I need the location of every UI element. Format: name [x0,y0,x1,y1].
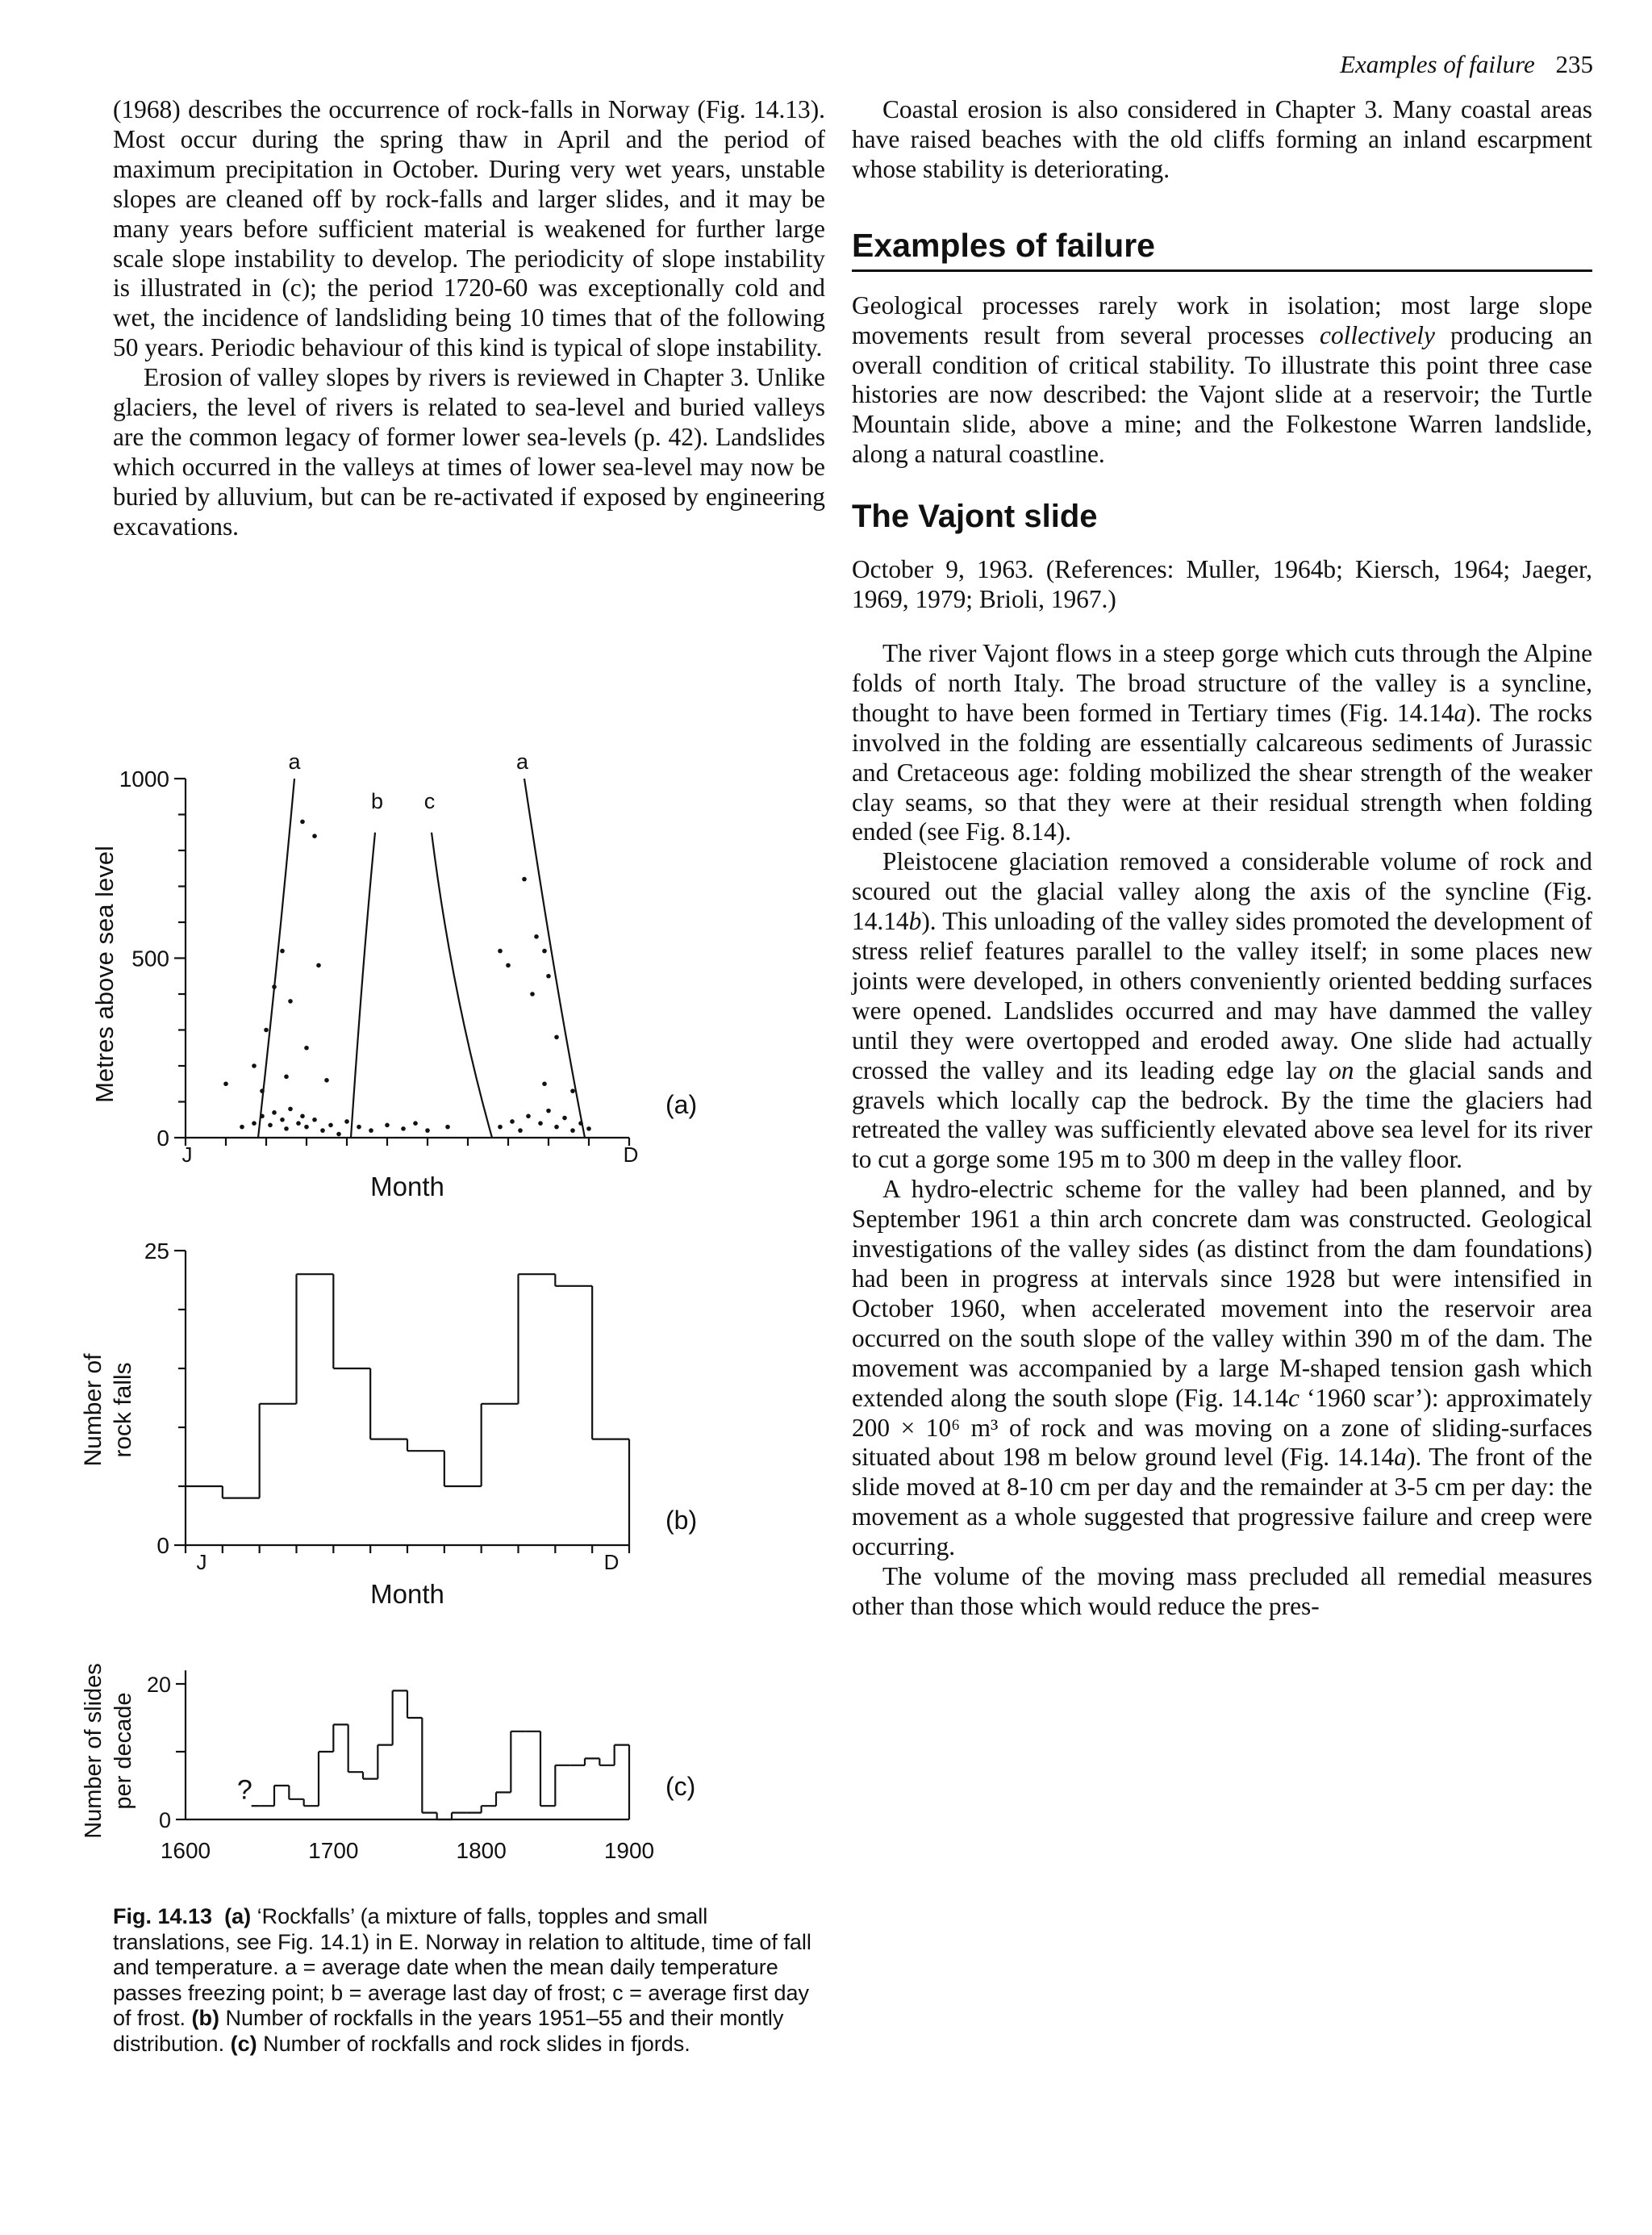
panel-a-data-point [240,1125,244,1130]
panel-a-data-point [445,1125,450,1130]
panel-a-data-point [296,1121,301,1126]
right-column [852,95,1592,1622]
left-paragraph-2: Erosion of valley slopes by rivers is reviewed in Chapter 3. Unlike glaciers, the level of rivers is related to sea-level and buried valleys are the common legacy of former lower sea-levels (p. 42). Landslides which occurred in the valleys at times of lower sea-level may now be buried by alluvium, but can be re-activated if exposed by engineering excavations. [113,363,825,541]
panel-a-data-point [385,1123,390,1128]
panel-a-curve-a-spring [258,779,294,1138]
panel-a-data-point [570,1088,575,1093]
panel-a-data-point [284,1126,289,1131]
panel-a-data-point [413,1121,418,1126]
panel-a-data-point [304,1125,309,1130]
panel-a-data-point [328,1123,333,1128]
section-heading: Examples of failure [852,227,1592,272]
panel-a-y-tick-label: 500 [131,946,169,971]
panel-a-data-point [518,1128,523,1133]
caption-b-label: (b) [191,2006,220,2030]
panel-a-data-point [288,1107,293,1112]
panel-a-data-point [542,1081,547,1086]
panel-a-data-point [336,1132,341,1137]
caption-a-text: ‘Rockfalls’ (a mixture of falls, topples and small translations, see Fig. 14.1) in E. Norway in relation to altitude, time of fall and temperature. a = average date when the mean daily temperature passes freezing point; b = average last day of frost; c = average first day of frost. [113,1904,811,2030]
panel-a-data-point [312,833,317,838]
panel-a-data-point [316,963,321,968]
subsection-heading: The Vajont slide [852,499,1098,535]
panel-a-chart [90,750,697,1201]
left-column [113,95,825,542]
panel-b-label: (b) [665,1506,698,1535]
panel-a-data-point [304,1046,309,1051]
panel-a-y-axis-label: Metres above sea level [90,846,119,1103]
panel-a-curve-label: c [423,788,436,813]
panel-a-data-point [498,1125,503,1130]
panel-a-data-point [264,1028,269,1033]
right-paragraph-2: Geological processes rarely work in isolation; most large slope movements result from several processes collectively producing an overall condition of critical stability. To illustrate this point three case histories are now described: the Vajont slide at a reservoir; the Turtle Mountain slide, above a mine; and the Folkestone Warren landslide, along a natural coastline. [852,290,1592,469]
panel-a-data-point [280,1118,285,1122]
panel-a-curve-label: a [515,750,529,774]
panel-c-y-axis-label-2: per decade [111,1692,136,1810]
panel-b-chart [80,1239,697,1609]
panel-a-data-point [252,1063,257,1068]
right-paragraph-3: October 9, 1963. (References: Muller, 1964b; Kiersch, 1964; Jaeger, 1969, 1979; Brioli, 1967.) [852,555,1592,614]
panel-c-x-tick-label: 1900 [603,1838,655,1863]
figure-caption [113,1904,823,2057]
panel-a-data-point [260,1088,265,1093]
panel-c-x-tick-label: 1800 [456,1838,507,1863]
panel-c-x-tick-label: 1700 [308,1838,359,1863]
panel-c-chart [81,1663,695,1863]
panel-a-data-point [530,992,535,996]
panel-a-data-point [538,1121,543,1126]
page-number: 235 [1555,50,1593,78]
right-paragraph-5: Pleistocene glaciation removed a considerable volume of rock and scoured out the glacial valley along the axis of the syncline (Fig. 14.14b). This unloading of the valley sides promoted the development of stress relief features parallel to the valley itself; in some places new joints were developed, in others conveniently oriented bedding surfaces were opened. Landslides occurred and may have dammed the valley until they were overtopped and eroded away. One slide had actually crossed the valley and its leading edge lay on the glacial sands and gravels which locally cap the bedrock. By the time the glaciers had retreated the valley was sufficiently elevated above sea level for its river to cut a gorge some 195 m to 300 m deep in the valley floor. [852,847,1593,1174]
panel-a-data-point [272,1110,277,1115]
panel-a-data-point [268,1123,273,1128]
panel-a-data-point [578,1121,583,1126]
panel-b-x-tick-label: J [196,1550,207,1574]
panel-a-data-point [223,1081,228,1086]
panel-a-data-point [288,999,293,1004]
panel-a-x-tick-label: D [623,1143,639,1167]
panel-a-data-point [300,1114,305,1119]
panel-a-data-point [344,1119,349,1124]
panel-a-data-point [542,949,547,954]
panel-a-data-point [498,949,503,954]
panel-a-data-point [357,1125,361,1130]
panel-a-data-point [280,949,285,954]
panel-a-data-point [526,1114,531,1119]
panel-a-y-tick-label: 1000 [119,767,169,792]
running-header-title: Examples of failure [1340,50,1535,78]
panel-a-data-point [554,1035,559,1040]
panel-c-x-tick-label: 1600 [160,1838,211,1863]
panel-a-data-point [401,1126,406,1131]
caption-b-text: Number of rockfalls in the years 1951–55 and their montly distribution. [113,2006,784,2056]
panel-a-curve-b [351,833,375,1138]
panel-b-y-axis-label-2: rock falls [110,1362,136,1458]
panel-a-curve-label: a [288,750,301,774]
panel-a-x-tick-label: J [181,1143,193,1167]
right-paragraph-7: The volume of the moving mass precluded all remedial measures other than those which would reduce the pres- [852,1562,1592,1620]
panel-a-label: (a) [665,1090,698,1119]
panel-a-curve-c [432,833,492,1138]
panel-b-x-tick-label: D [603,1550,620,1574]
panel-c-y-axis-label-1: Number of slides [81,1663,106,1839]
panel-a-data-point [546,974,551,979]
panel-a-data-point [324,1078,329,1083]
panel-b-x-axis-label: Month [370,1579,444,1609]
panel-a-curve-a-autumn [524,779,585,1138]
panel-b-y-tick-label: 0 [156,1533,169,1558]
panel-c-y-tick-label: 0 [158,1808,171,1832]
panel-a-y-tick-label: 0 [156,1126,169,1151]
panel-a-data-point [312,1118,317,1122]
right-paragraph-6: A hydro-electric scheme for the valley had been planned, and by September 1961 a thin arch concrete dam was constructed. Geological investigations of the valley sides (as distinct from the dam foundations) had been in progress at intervals since 1928 but were intensified in October 1960, when accelerated movement into the reservoir area occurred on the south slope of the valley within 390 m of the dam. The movement was accompanied by a large M-shaped tension gash which extended along the south slope (Fig. 14.14c ‘1960 scar’): approximately 200 × 10⁶ m³ of rock and was moving on a zone of sliding-surfaces situated about 198 m below ground level (Fig. 14.14a). The front of the slide moved at 8-10 cm per day and the remainder at 3-5 cm per day: the movement as a whole suggested that progressive failure and creep were occurring. [852,1175,1592,1561]
caption-c-text: Number of rockfalls and rock slides in fjords. [257,2031,690,2056]
panel-a-data-point [570,1128,575,1133]
panel-a-data-point [534,934,539,939]
panel-a-data-point [522,877,527,882]
caption-c-label: (c) [230,2031,257,2056]
left-paragraph-1: (1968) describes the occurrence of rock-falls in Norway (Fig. 14.13). Most occur during the spring thaw in April and the period of maximum precipitation in October. During very wet years, unstable slopes are cleaned off by rock-falls and larger slides, and it may be many years before sufficient material is weakened for further large scale slope instability to develop. The periodicity of slope instability is illustrated in (c); the period 1720-60 was exceptionally cold and wet, the incidence of landsliding being 10 times that of the following 50 years. Periodic behaviour of this kind is typical of slope instability. [113,95,825,362]
panel-a-data-point [252,1121,257,1126]
caption-fig-label: Fig. 14.13 [113,1904,213,1928]
panel-a-curve-label: b [370,788,384,813]
panel-b-y-axis-label-1: Number of [80,1353,106,1467]
panel-c-y-tick-label: 20 [146,1673,171,1697]
right-paragraph-4: The river Vajont flows in a steep gorge which cuts through the Alpine folds of north Italy. The broad structure of the valley is a syncline, thought to have been formed in Tertiary times (Fig. 14.14a). The rocks involved in the folding are essentially calcareous sediments of Jurassic and Cretaceous age: folding mobilized the shear strength of the weaker clay seams, so that they were at their residual strength when folding ended (see Fig. 8.14). [852,638,1592,846]
panel-a-data-point [546,1109,551,1113]
panel-c-label: (c) [665,1772,696,1801]
panel-a-data-point [260,1114,265,1119]
figure-14-13 [73,746,774,2033]
panel-a-data-point [506,963,511,968]
caption-a-label: (a) [224,1904,252,1928]
panel-a-data-point [300,820,305,825]
panel-a-data-point [586,1126,591,1131]
panel-a-x-axis-label: Month [370,1172,444,1201]
panel-a-data-point [369,1128,373,1133]
right-paragraph-1: Coastal erosion is also considered in Chapter 3. Many coastal areas have raised beaches with the old cliffs forming an inland escarpment whose stability is deteriorating. [852,95,1592,183]
panel-a-data-point [425,1128,430,1133]
panel-a-data-point [272,984,277,989]
panel-a-data-point [554,1125,559,1130]
panel-a-data-point [284,1075,289,1080]
panel-a-data-point [320,1128,325,1133]
running-header [1234,50,1593,79]
panel-c-annotation: ? [236,1774,252,1806]
panel-b-y-tick-label: 25 [144,1239,169,1264]
panel-a-data-point [510,1119,515,1124]
panel-a-data-point [562,1116,567,1121]
